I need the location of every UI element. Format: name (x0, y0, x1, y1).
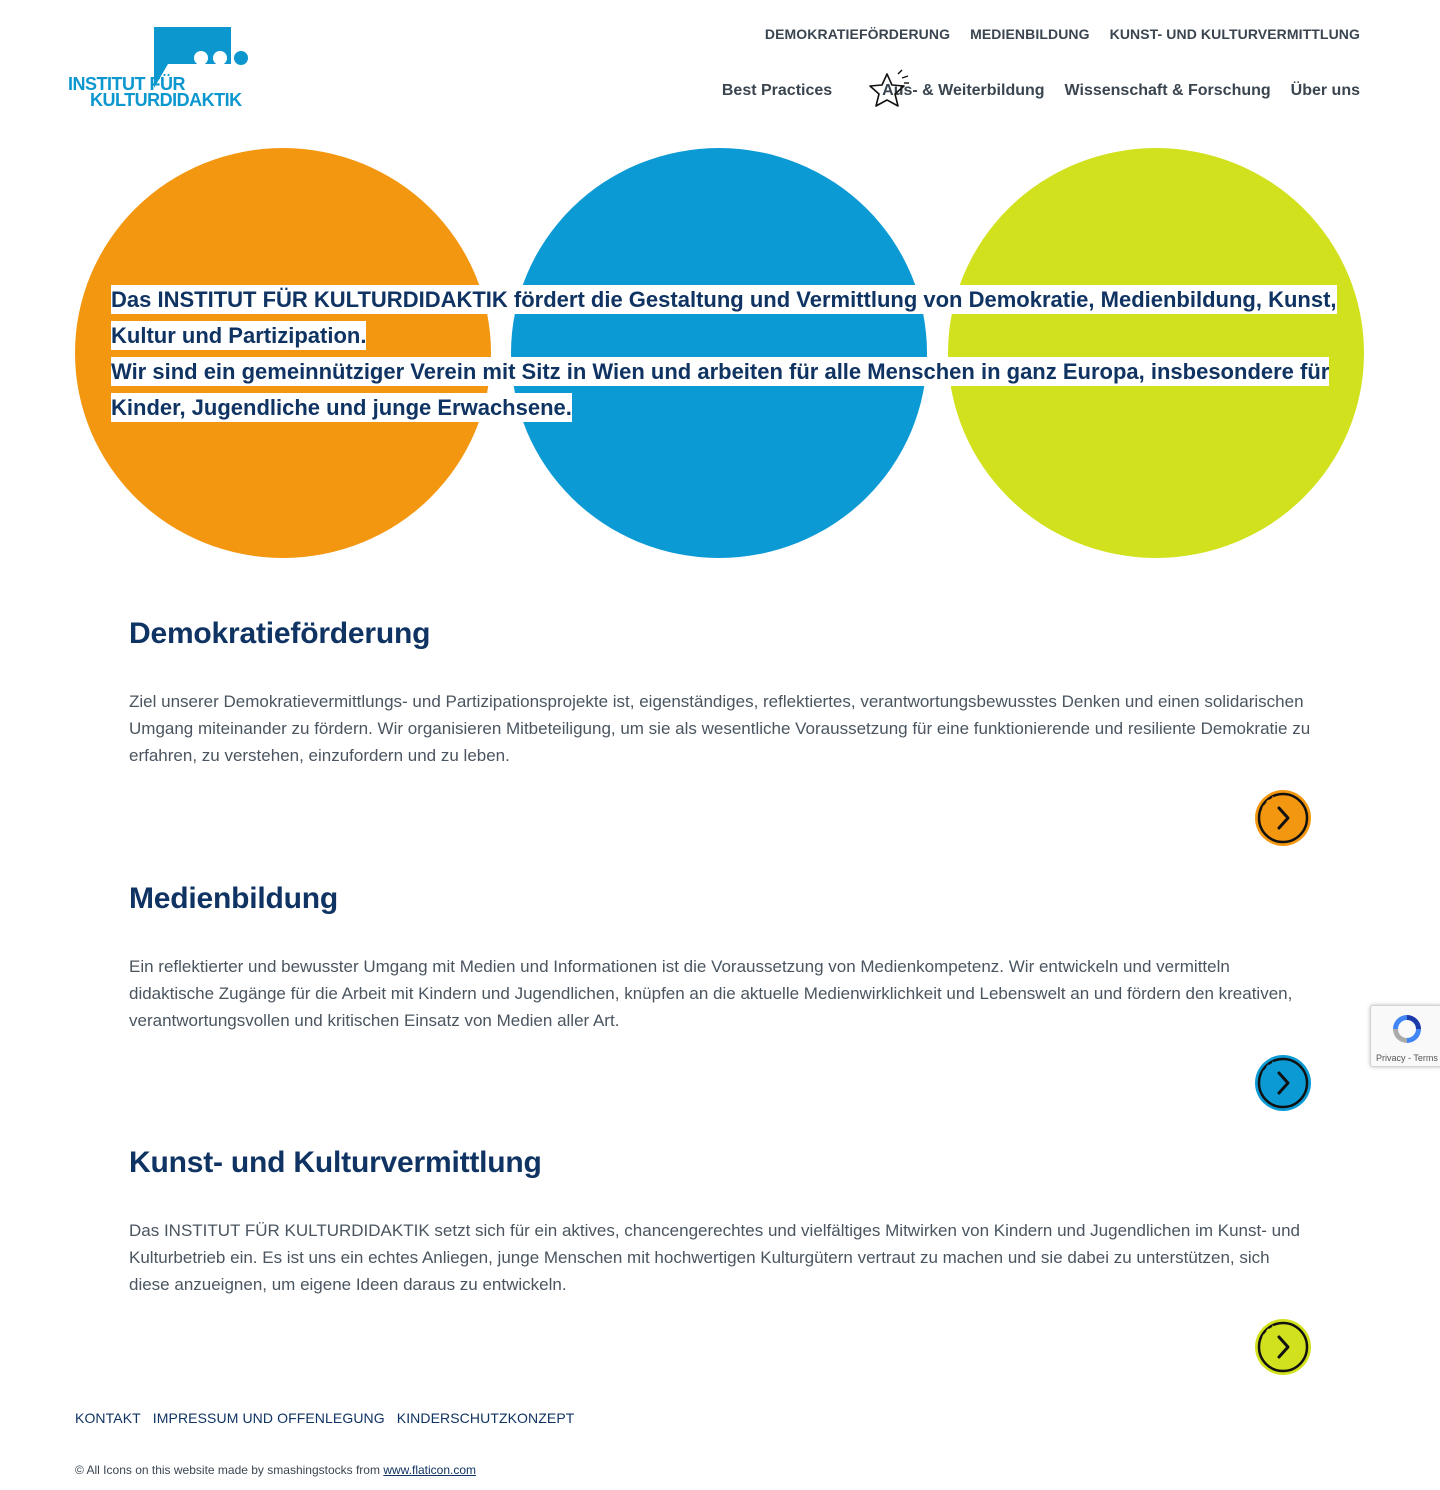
site-logo[interactable] (68, 26, 250, 108)
copyright-notice (75, 1463, 476, 1477)
recaptcha-icon (1390, 1012, 1424, 1046)
section-text: Ein reflektierter und bewusster Umgang mit Medien und Informationen ist die Voraussetzung von Medienkompetenz. Wir entwickeln und vermitteln didaktische Zugänge für die Arbeit mit Kindern und Jugendlichen, knüpfen an die aktuelle Medienwirklichkeit und Lebenswelt an und fördern den kreativen, verantwortungsvollen und kritischen Einsatz von Medien aller Art. (129, 957, 1293, 1030)
footer-link-kontakt[interactable]: KONTAKT (75, 1410, 141, 1426)
footer-link-kinderschutzkonzept[interactable]: KINDERSCHUTZKONZEPT (396, 1410, 575, 1426)
mainnav-ueber-uns[interactable]: Über uns (1290, 82, 1360, 99)
topnav-medienbildung[interactable]: MEDIENBILDUNG (970, 26, 1090, 42)
section-kunst-kulturvermittlung (129, 1145, 1314, 1298)
topnav-kunst-kulturvermittlung[interactable]: KUNST- UND KULTURVERMITTLUNG (1109, 26, 1360, 42)
section-demokratiefoerderung (129, 616, 1314, 769)
demokratiefoerderung-arrow-button[interactable] (1254, 789, 1312, 847)
main-navigation (722, 82, 1360, 100)
mainnav-best-practices[interactable]: Best Practices (721, 82, 833, 99)
hero-line-1: Das INSTITUT FÜR KULTURDIDAKTIK fördert die Gestaltung und Vermittlung von Demokratie, Medienbildung, Kunst, Kultur und Partizipation. (111, 287, 1337, 348)
hero-line-2: Wir sind ein gemeinnütziger Verein mit Sitz in Wien und arbeiten für alle Menschen in ganz Europa, insbesondere für Kinder, Jugendliche und junge Erwachsene. (111, 359, 1330, 420)
logo-line-1: INSTITUT FÜR (68, 74, 185, 94)
footer-link-impressum[interactable]: IMPRESSUM UND OFFENLEGUNG (152, 1410, 385, 1426)
arrow-right-circle-icon (1254, 1054, 1312, 1112)
hero-statement (111, 282, 1351, 426)
section-title: Kunst- und Kulturvermittlung (129, 1146, 542, 1179)
section-medienbildung (129, 881, 1314, 1034)
mainnav-aus-weiterbildung[interactable]: Aus- & Weiterbildung (882, 82, 1045, 99)
logo-wordmark (68, 76, 248, 108)
medienbildung-arrow-button[interactable] (1254, 1054, 1312, 1112)
star-icon (866, 68, 912, 110)
recaptcha-badge[interactable] (1370, 1005, 1440, 1067)
mainnav-wissenschaft-forschung[interactable]: Wissenschaft & Forschung (1064, 82, 1271, 99)
section-text: Ziel unserer Demokratievermittlungs- und Partizipationsprojekte ist, eigenständiges, reflektiertes, verantwortungsbewusstes Denken und einen solidarischen Umgang miteinander zu fördern. Wir organisieren Mitbeteiligung, um sie als wesentliche Voraussetzung für eine funktionierende und resiliente Demokratie zu erfahren, zu verstehen, einzufordern und zu leben. (129, 692, 1311, 765)
recaptcha-privacy-terms[interactable]: Privacy - Terms (1376, 1053, 1438, 1063)
flaticon-link[interactable]: www.flaticon.com (383, 1463, 477, 1477)
topnav-demokratiefoerderung[interactable]: DEMOKRATIEFÖRDERUNG (764, 26, 951, 42)
top-navigation (765, 26, 1360, 42)
kunst-kulturvermittlung-arrow-button[interactable] (1254, 1318, 1312, 1376)
arrow-right-circle-icon (1254, 1318, 1312, 1376)
section-title: Demokratieförderung (129, 617, 431, 650)
copyright-prefix: © All Icons on this website made by smashingstocks from (75, 1463, 384, 1477)
footer-links (75, 1410, 574, 1426)
section-title: Medienbildung (129, 882, 339, 915)
arrow-right-circle-icon (1254, 789, 1312, 847)
logo-line-2: KULTURDIDAKTIK (90, 90, 242, 110)
section-text: Das INSTITUT FÜR KULTURDIDAKTIK setzt sich für ein aktives, chancengerechtes und vielfältiges Mitwirken von Kindern und Jugendlichen im Kunst- und Kulturbetrieb ein. Es ist uns ein echtes Anliegen, junge Menschen mit hochwertigen Kulturgütern vertraut zu machen und sie dabei zu unterstützen, sich diese anzueignen, um eigene Ideen daraus zu entwickeln. (129, 1221, 1300, 1294)
